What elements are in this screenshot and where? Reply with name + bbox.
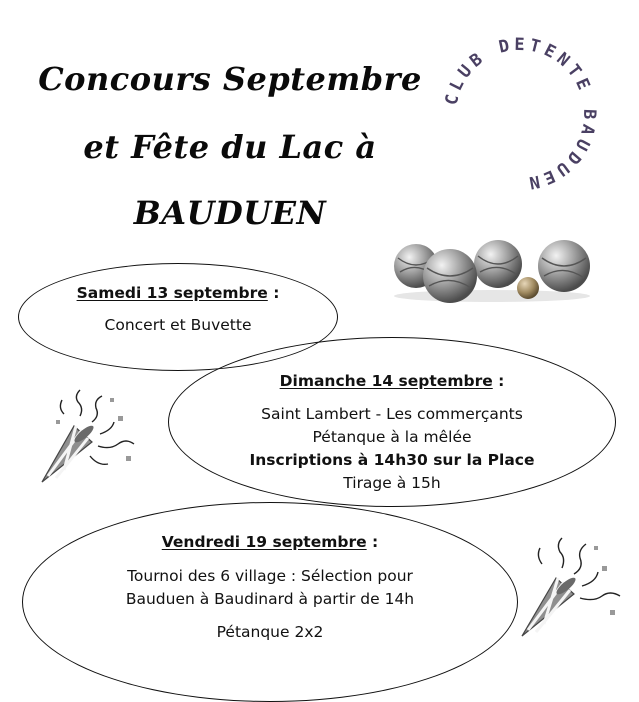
poster-title-line-1: Concours Septembre xyxy=(38,60,422,98)
event-date-text: Dimanche 14 septembre xyxy=(279,372,493,390)
event-line: Pétanque 2x2 xyxy=(216,623,324,641)
party-popper-icon xyxy=(512,532,628,640)
event-date-colon: : xyxy=(267,284,280,302)
event-line: Concert et Buvette xyxy=(104,316,252,334)
event-date-colon: : xyxy=(366,533,379,551)
event-date-colon: : xyxy=(492,372,505,390)
party-popper-icon xyxy=(34,386,144,490)
event-line: Pétanque à la mêlée xyxy=(312,428,472,446)
event-date-samedi xyxy=(18,283,338,303)
event-line: Saint Lambert - Les commerçants xyxy=(261,405,523,423)
club-detente-bauduen-logo xyxy=(428,22,612,206)
event-date-dimanche xyxy=(168,371,616,391)
svg-text:CLUB DETENTE BAUDUEN: CLUB DETENTE BAUDUEN xyxy=(441,34,600,194)
event-line-inscriptions: Inscriptions à 14h30 sur la Place xyxy=(249,451,535,469)
event-date-text: Samedi 13 septembre xyxy=(76,284,268,302)
event-line: Tirage à 15h xyxy=(343,474,441,492)
petanque-boules-icon xyxy=(388,236,596,306)
event-line: Bauduen à Baudinard à partir de 14h xyxy=(125,590,415,608)
poster-title-line-3: BAUDUEN xyxy=(133,194,327,232)
event-date-text: Vendredi 19 septembre xyxy=(161,533,367,551)
poster-title-line-2: et Fête du Lac à xyxy=(83,128,377,166)
event-date-vendredi xyxy=(22,532,518,552)
event-line: Tournoi des 6 village : Sélection pour xyxy=(127,567,413,585)
